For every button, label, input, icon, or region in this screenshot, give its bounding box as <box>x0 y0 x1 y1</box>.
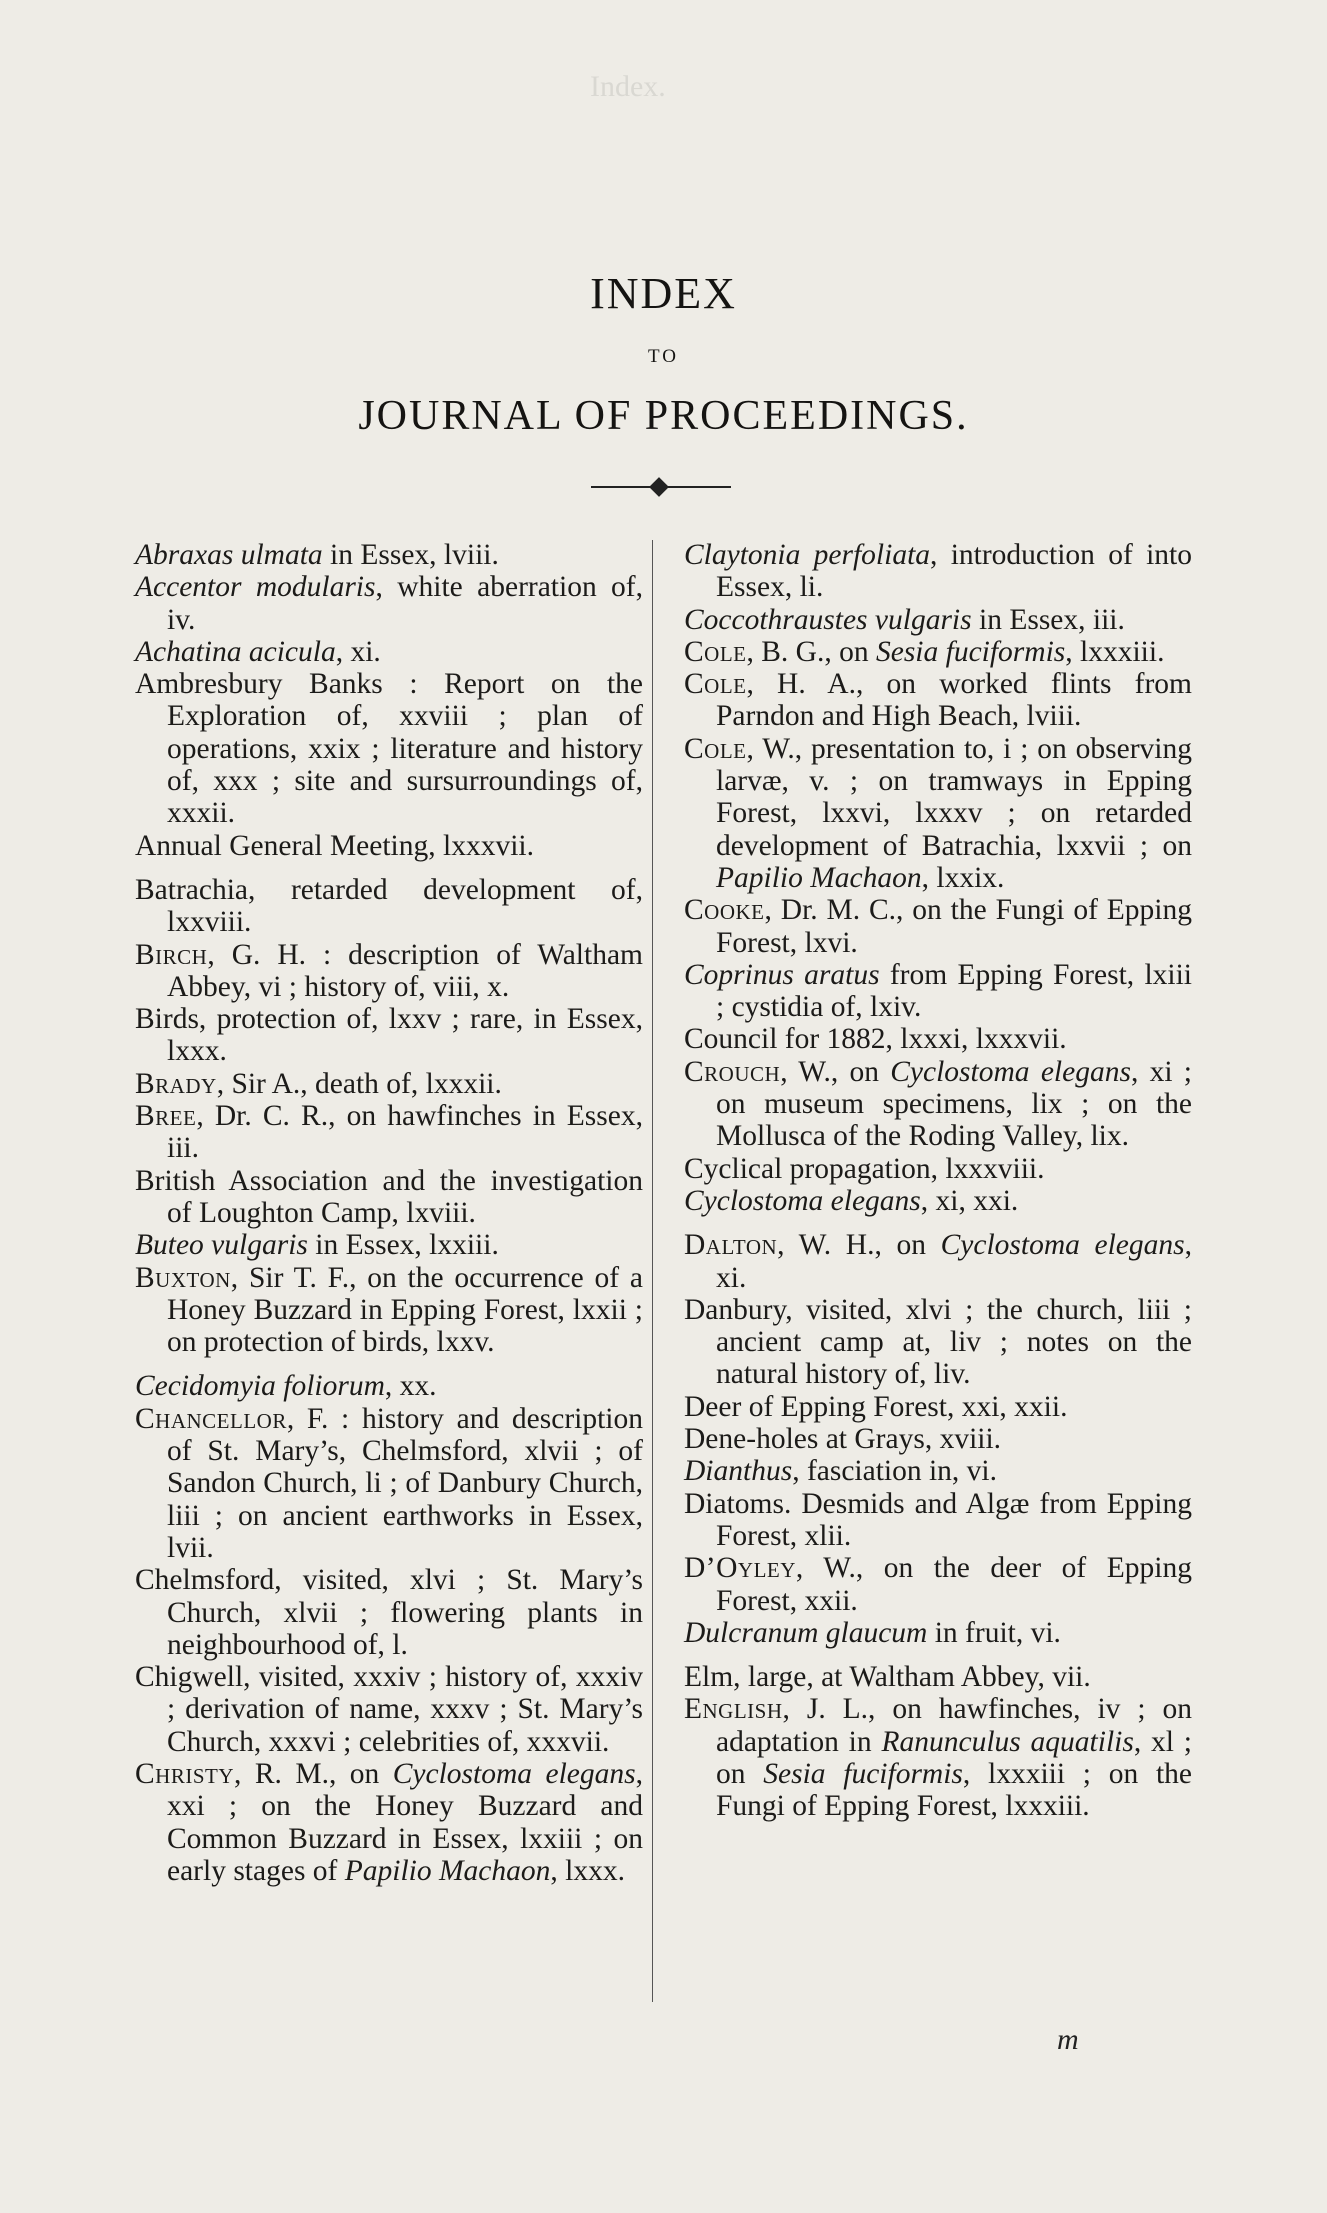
entry-text: Birds, protection of, lxxv ; rare, in Essex, lxxx. <box>135 1003 643 1068</box>
italic-term: Papilio Machaon <box>716 861 922 894</box>
author-name: Christy <box>135 1757 235 1790</box>
entry-text: Diatoms. Desmids and Algæ from Epping Forest, xlii. <box>684 1487 1192 1552</box>
author-name: English <box>684 1693 783 1726</box>
italic-term: Sesia fuciformis <box>763 1757 963 1790</box>
index-entry <box>684 539 1192 604</box>
index-entry <box>684 1552 1192 1617</box>
index-column-right <box>684 539 1192 1823</box>
italic-term: Ranunculus aquatilis <box>881 1725 1134 1758</box>
entry-text: , B. G., on <box>746 635 876 668</box>
italic-term: Dulcranum glaucum <box>684 1616 928 1649</box>
index-entry <box>135 1229 643 1261</box>
index-entry <box>135 1564 643 1661</box>
italic-term: Accentor modularis <box>135 571 376 604</box>
italic-term: Dianthus <box>684 1455 793 1488</box>
entry-text: Chelmsford, visited, xlvi ; St. Mary’s Church, xlvii ; flowering plants in neighbourhood of, l. <box>135 1564 643 1661</box>
entry-text: , lxxx. <box>550 1854 625 1887</box>
author-name: Crouch <box>684 1055 781 1088</box>
author-name: D’Oyley <box>684 1552 796 1585</box>
index-entry <box>135 1068 643 1100</box>
index-entry <box>684 604 1192 636</box>
entry-text: , xi ; on museum specimens, lix ; on the Mollusca of the Roding Valley, lix. <box>716 1055 1193 1153</box>
entry-text: Danbury, visited, xlvi ; the church, liii ; ancient camp at, liv ; notes on the natural history of, liv. <box>684 1293 1192 1391</box>
author-name: Bree <box>135 1100 197 1133</box>
index-entry <box>135 1758 643 1887</box>
ornament-diamond <box>649 477 669 497</box>
italic-term: Buteo vulgaris <box>135 1229 308 1262</box>
entry-text: Annual General Meeting, lxxxvii. <box>135 829 534 862</box>
italic-term: Coprinus aratus <box>684 958 880 991</box>
entry-text: , white aberration of, iv. <box>167 571 643 636</box>
index-entry <box>684 1488 1192 1553</box>
italic-term: Abraxas ulmata <box>135 539 323 571</box>
italic-term: Claytonia perfoliata <box>684 539 931 571</box>
index-subtitle: JOURNAL OF PROCEEDINGS. <box>358 393 969 439</box>
entry-text: , W., presentation to, i ; on observing larvæ, v. ; on tramways in Epping Forest, lxxvi, lxxxv ; on retarded development of Batrachia, lxxvii ; on <box>716 732 1192 862</box>
index-entry <box>684 1423 1192 1455</box>
index-entry <box>135 874 643 939</box>
index-entry <box>684 733 1192 894</box>
index-entry <box>684 1693 1192 1822</box>
entry-text: Elm, large, at Waltham Abbey, vii. <box>684 1661 1091 1694</box>
author-name: Cooke <box>684 894 765 927</box>
index-entry <box>135 636 643 668</box>
index-entry <box>684 668 1192 733</box>
author-name: Chancellor <box>135 1402 287 1435</box>
index-entry <box>135 1262 643 1359</box>
index-entry <box>135 539 643 571</box>
folio-mark: m <box>1057 2023 1079 2056</box>
entry-text: , Dr. M. C., on the Fungi of Epping Forest, lxvi. <box>716 894 1192 959</box>
italic-term: Achatina acicula <box>135 635 336 668</box>
entry-text: , lxxix. <box>921 861 1005 894</box>
entry-text: , W., on the deer of Epping Forest, xxii. <box>716 1552 1192 1617</box>
italic-term: Cyclostoma elegans <box>392 1757 636 1790</box>
index-entry <box>684 1153 1192 1185</box>
entry-text: , fasciation in, vi. <box>792 1455 998 1488</box>
entry-text: in Essex, iii. <box>971 603 1125 636</box>
index-entry <box>135 1003 643 1068</box>
author-name: Dalton <box>684 1229 778 1262</box>
index-entry <box>135 1165 643 1230</box>
index-entry <box>135 1661 643 1758</box>
entry-text: , Sir T. F., on the occurrence of a Honey Buzzard in Epping Forest, lxxii ; on protection of birds, lxxv. <box>167 1261 643 1359</box>
entry-text: British Association and the investigation of Loughton Camp, lxviii. <box>135 1164 643 1229</box>
author-name: Cole <box>684 668 747 701</box>
index-entry <box>684 959 1192 1024</box>
index-entry <box>135 1403 643 1564</box>
index-entry <box>135 668 643 829</box>
index-entry <box>684 1617 1192 1649</box>
index-entry <box>684 1056 1192 1153</box>
index-entry <box>135 1370 643 1402</box>
entry-text: , xx. <box>384 1370 437 1403</box>
entry-text: , R. M., on <box>234 1757 393 1790</box>
index-title: INDEX <box>590 269 737 318</box>
index-column-left <box>135 539 643 1887</box>
entry-text: Batrachia, retarded development of, lxxviii. <box>135 873 643 939</box>
index-entry <box>135 571 643 636</box>
author-name: Birch <box>135 938 208 971</box>
entry-text: , G. H. : description of Waltham Abbey, vi ; history of, viii, x. <box>167 938 643 1003</box>
show-through-text: Index. <box>560 70 666 103</box>
entry-text: Dene-holes at Grays, xviii. <box>684 1423 1002 1456</box>
italic-term: Sesia fuciformis <box>875 635 1066 668</box>
author-name: Brady <box>135 1067 217 1100</box>
entry-text: Council for 1882, lxxxi, lxxxvii. <box>684 1023 1067 1056</box>
entry-text: , xl ; on <box>716 1725 1192 1790</box>
entry-text: from Epping Forest, lxiii ; cystidia of, lxiv. <box>716 958 1192 1024</box>
index-entry <box>684 1229 1192 1294</box>
italic-term: Cecidomyia foliorum <box>135 1370 385 1403</box>
index-entry <box>135 1100 643 1165</box>
entry-text: , lxxxiii ; on the Fungi of Epping Forest, lxxxiii. <box>716 1757 1192 1823</box>
entry-text: , H. A., on worked flints from Parndon and High Beach, lviii. <box>716 668 1192 733</box>
entry-text: , Dr. C. R., on hawfinches in Essex, iii. <box>167 1100 643 1165</box>
entry-text: , J. L., on hawfinches, iv ; on adaptation in <box>716 1693 1192 1758</box>
italic-term: Coccothraustes vulgaris <box>684 603 972 636</box>
entry-text: , introduction of into Essex, li. <box>716 539 1192 604</box>
author-name: Cole <box>684 635 747 668</box>
entry-text: Ambresbury Banks : Report on the Exploration of, xxviii ; plan of operations, xxix ; literature and history of, xxx ; site and sursurroundings of, xxxii. <box>135 668 643 830</box>
entry-text: Deer of Epping Forest, xxi, xxii. <box>684 1390 1068 1423</box>
entry-text: , F. : history and description of St. Mary’s, Chelmsford, xlvii ; of Sandon Church, li ; of Danbury Church, liii ; on ancient earthworks in Essex, lvii. <box>167 1402 643 1564</box>
index-entry <box>684 1661 1192 1693</box>
entry-text: , xi. <box>335 635 381 668</box>
index-entry <box>684 1455 1192 1487</box>
entry-text: , Sir A., death of, lxxxii. <box>216 1067 502 1100</box>
entry-text: in fruit, vi. <box>927 1616 1061 1649</box>
entry-text: , W., on <box>780 1055 891 1088</box>
italic-term: Cyclostoma elegans <box>940 1229 1185 1262</box>
italic-term: Papilio Machaon <box>344 1854 551 1887</box>
index-entry <box>684 1185 1192 1217</box>
index-entry <box>684 1391 1192 1423</box>
index-entry <box>684 894 1192 959</box>
index-entry <box>135 830 643 862</box>
index-entry <box>135 939 643 1004</box>
entry-text: in Essex, lxxiii. <box>307 1229 499 1262</box>
column-divider <box>652 540 653 2002</box>
author-name: Cole <box>684 732 747 765</box>
index-to: TO <box>648 346 679 367</box>
author-name: Buxton <box>135 1261 231 1294</box>
entry-text: , xi. <box>716 1229 1192 1294</box>
index-entry <box>684 1023 1192 1055</box>
entry-text: , lxxxiii. <box>1065 635 1165 668</box>
entry-text: , xi, xxi. <box>920 1184 1019 1217</box>
entry-text: in Essex, lviii. <box>322 539 499 571</box>
italic-term: Cyclostoma elegans <box>890 1055 1131 1088</box>
entry-text: , W. H., on <box>777 1229 941 1262</box>
entry-text: Cyclical propagation, lxxxviii. <box>684 1152 1045 1185</box>
entry-text: , xxi ; on the Honey Buzzard and Common Buzzard in Essex, lxxiii ; on early stages of <box>167 1757 643 1887</box>
italic-term: Cyclostoma elegans <box>684 1184 921 1217</box>
index-entry <box>684 636 1192 668</box>
index-entry <box>684 1294 1192 1391</box>
entry-text: Chigwell, visited, xxxiv ; history of, xxxiv ; derivation of name, xxxv ; St. Mary’s Church, xxxvi ; celebrities of, xxxvii. <box>135 1661 643 1758</box>
